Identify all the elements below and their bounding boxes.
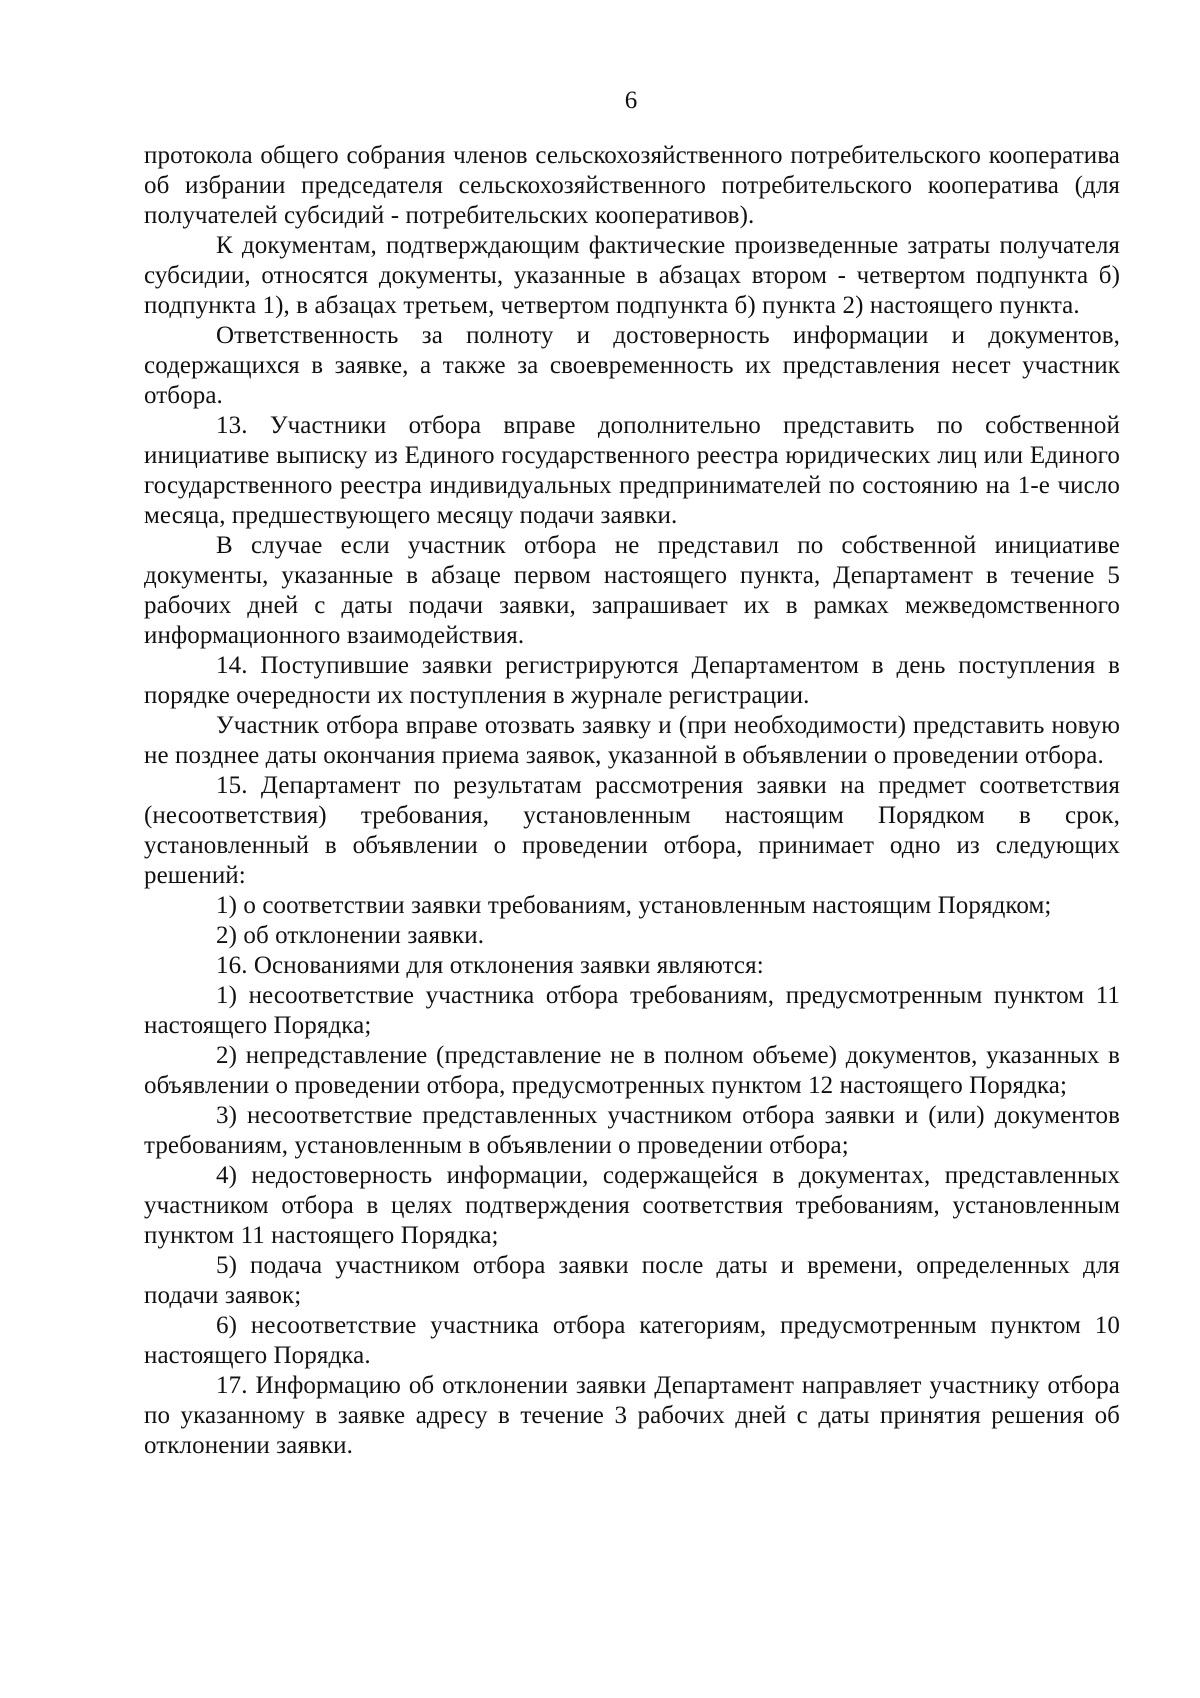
page-number: 6 (624, 87, 638, 114)
list-item-16-2: 2) непредставление (представление не в полном объеме) документов, указанных в объявлении о проведении отбора, предусмотренных пунктом 12 настоящего Порядка; (144, 1042, 1120, 1099)
list-item-16-4: 4) недостоверность информации, содержащейся в документах, представленных участником отбора в целях подтверждения соответствия требованиям, установленным пунктом 11 настоящего Порядка; (144, 1162, 1120, 1249)
paragraph-responsibility: Ответственность за полноту и достоверность информации и документов, содержащихся в заявке, а также за своевременность их представления несет участник отбора. (144, 322, 1120, 409)
paragraph-protocol-continuation: протокола общего собрания членов сельскохозяйственного потребительского кооператива об избрании председателя сельскохозяйственного потребительского кооператива (для получателей субсидий - потребительских кооперативов). (144, 142, 1120, 229)
list-item-16-3: 3) несоответствие представленных участником отбора заявки и (или) документов требованиям, установленным в объявлении о проведении отбора; (144, 1102, 1120, 1159)
paragraph-13-interagency: В случае если участник отбора не представил по собственной инициативе документы, указанные в абзаце первом настоящего пункта, Департамент в течение 5 рабочих дней с даты подачи заявки, запрашивает их в рамках межведомственного информационного взаимодействия. (144, 532, 1120, 649)
document-body (144, 141, 1120, 1461)
paragraph-14: 14. Поступившие заявки регистрируются Департаментом в день поступления в порядке очередности их поступления в журнале регистрации. (144, 652, 1120, 709)
list-item-16-1: 1) несоответствие участника отбора требованиям, предусмотренным пунктом 11 настоящего Порядка; (144, 982, 1120, 1039)
paragraph-13: 13. Участники отбора вправе дополнительно представить по собственной инициативе выписку из Единого государственного реестра юридических лиц или Единого государственного реестра индивидуальных предпринимателей по состоянию на 1-е число месяца, предшествующего месяцу подачи заявки. (144, 412, 1120, 529)
paragraph-17: 17. Информацию об отклонении заявки Департамент направляет участнику отбора по указанному в заявке адресу в течение 3 рабочих дней с даты принятия решения об отклонении заявки. (144, 1372, 1120, 1459)
paragraph-16: 16. Основаниями для отклонения заявки являются: (216, 952, 764, 979)
paragraph-14-withdrawal: Участник отбора вправе отозвать заявку и (при необходимости) представить новую не позднее даты окончания приема заявок, указанной в объявлении о проведении отбора. (144, 712, 1120, 769)
paragraph-15: 15. Департамент по результатам рассмотрения заявки на предмет соответствия (несоответствия) требования, установленным настоящим Порядком в срок, установленный в объявлении о проведении отбора, принимает одно из следующих решений: (144, 772, 1120, 889)
list-item-16-6: 6) несоответствие участника отбора категориям, предусмотренным пунктом 10 настоящего Порядка. (144, 1312, 1120, 1369)
paragraph-cost-documents: К документам, подтверждающим фактические произведенные затраты получателя субсидии, относятся документы, указанные в абзацах втором - четвертом подпункта б) подпункта 1), в абзацах третьем, четвертом подпункта б) пункта 2) настоящего пункта. (144, 232, 1120, 319)
list-item-15-2: 2) об отклонении заявки. (216, 922, 485, 949)
list-item-16-5: 5) подача участником отбора заявки после даты и времени, определенных для подачи заявок; (144, 1252, 1120, 1309)
list-item-15-1: 1) о соответствии заявки требованиям, установленным настоящим Порядком; (216, 892, 1052, 919)
